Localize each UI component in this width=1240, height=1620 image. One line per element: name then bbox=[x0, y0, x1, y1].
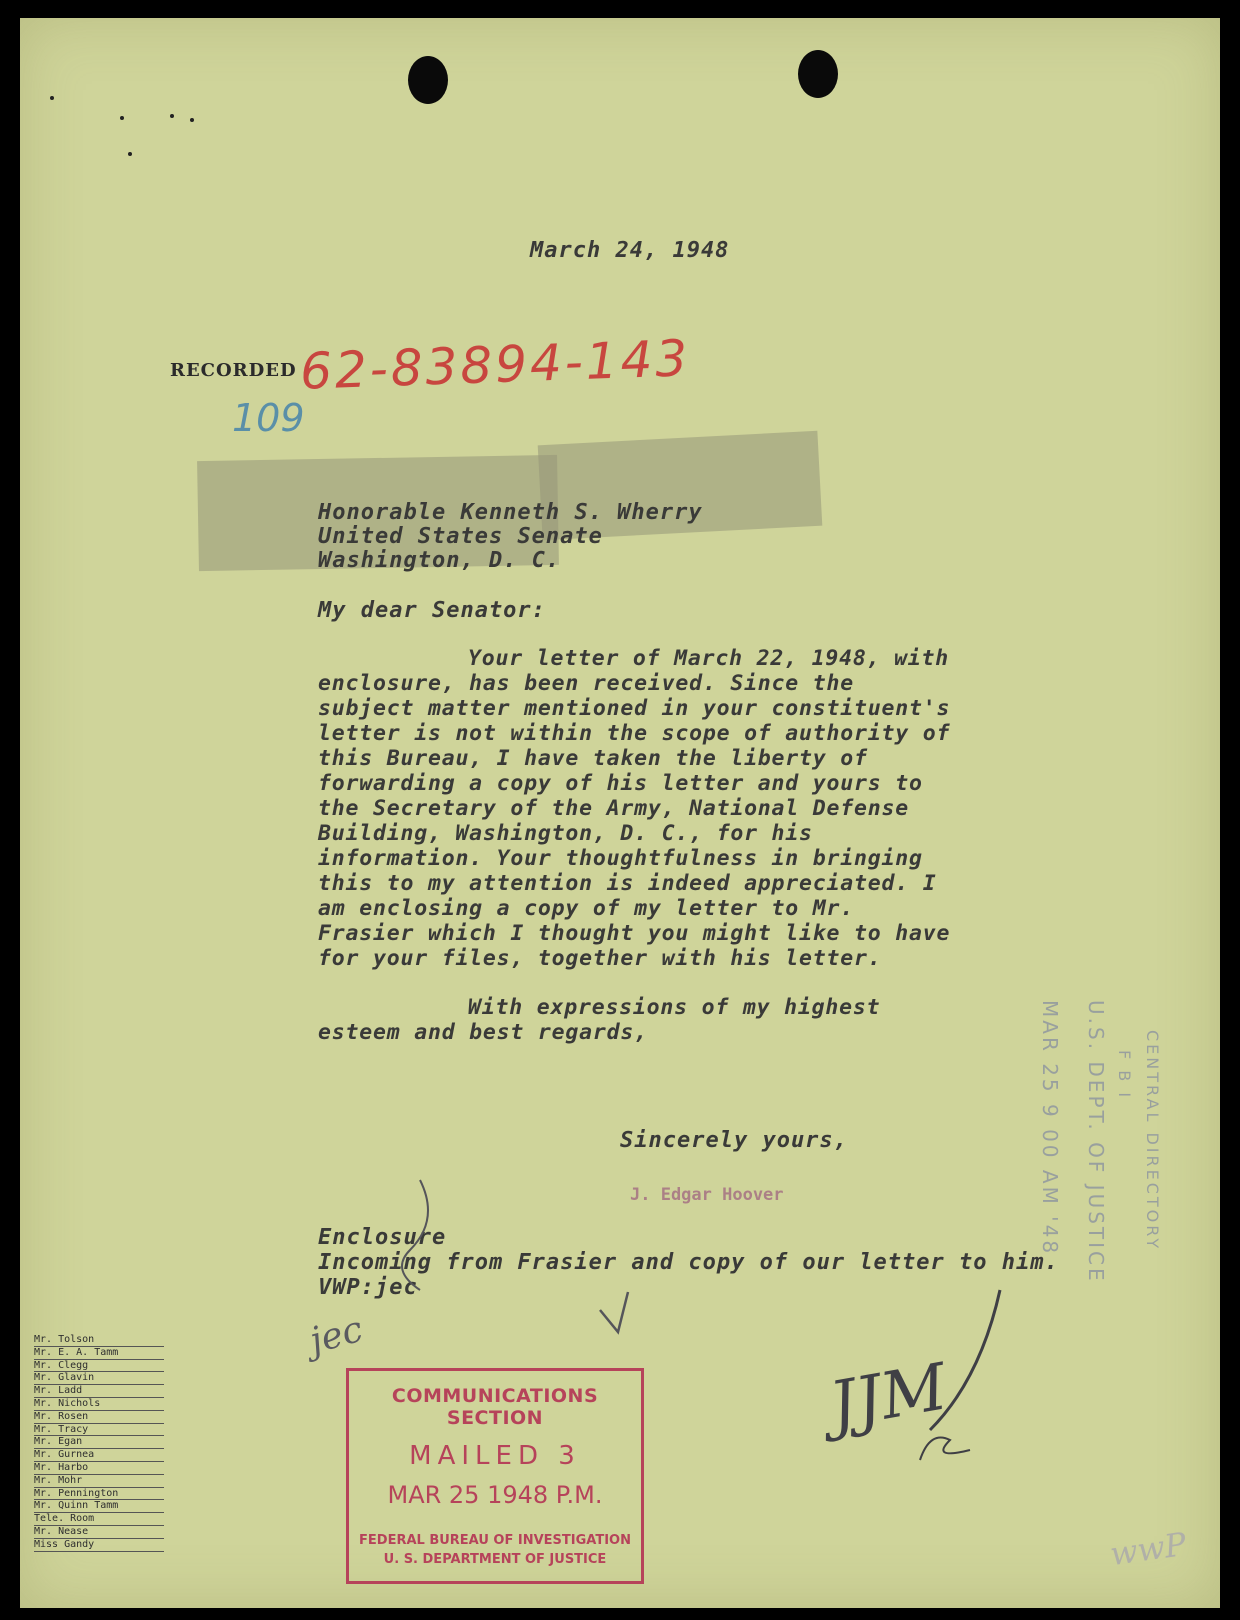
routing-entry: Mr. Clegg bbox=[34, 1360, 164, 1373]
letter-date: March 24, 1948 bbox=[530, 238, 730, 263]
routing-entry: Mr. E. A. Tamm bbox=[34, 1347, 164, 1360]
stamp-line-1: COMMUNICATIONS SECTION bbox=[391, 1385, 599, 1429]
routing-entry: Mr. Gurnea bbox=[34, 1449, 164, 1462]
stamp-line-2: MAILED 3 bbox=[409, 1441, 581, 1471]
file-number: 62-83894-143 bbox=[299, 329, 692, 401]
routing-entry: Mr. Pennington bbox=[34, 1488, 164, 1501]
pen-stroke bbox=[920, 1438, 970, 1461]
recorded-stamp: RECORDED bbox=[170, 360, 297, 381]
handwritten-mark-3: wwP bbox=[1107, 1524, 1189, 1574]
routing-entry: Mr. Nichols bbox=[34, 1398, 164, 1411]
routing-entry: Miss Gandy bbox=[34, 1539, 164, 1552]
received-stamp-line-4: CENTRAL DIRECTORY bbox=[1143, 1030, 1162, 1252]
enclosure-note: Incoming from Frasier and copy of our letter to him. bbox=[318, 1250, 1059, 1275]
handwritten-mark-2: JJM bbox=[824, 1350, 953, 1444]
typist-initials: VWP:jec bbox=[318, 1275, 418, 1300]
signature: J. Edgar Hoover bbox=[630, 1185, 784, 1205]
routing-entry: Mr. Quinn Tamm bbox=[34, 1500, 164, 1513]
address-line-3: Washington, D. C. bbox=[318, 548, 561, 573]
received-stamp-line-3: F B I bbox=[1115, 1050, 1134, 1101]
salutation: My dear Senator: bbox=[318, 598, 546, 623]
enclosure-label: Enclosure bbox=[318, 1225, 447, 1250]
check-mark bbox=[600, 1292, 628, 1332]
received-stamp-line-2: U.S. DEPT. OF JUSTICE bbox=[1084, 1000, 1108, 1284]
closing: Sincerely yours, bbox=[620, 1128, 848, 1153]
address-line-2: United States Senate bbox=[318, 524, 603, 549]
paragraph-1: Your letter of March 22, 1948, with enclosure, has been received. Since the subject matter mentioned in your constituent's letter is not within the scope of authority of this Bureau, I have taken the liberty of forwarding a copy of his letter and yours to the Secretary of the Army, National Defense Building, Washington, D. C., for his information. Your thoughtfulness in bringing this to my attention is indeed appreciated. I am enclosing a copy of my letter to Mr. Frasier which I thought you might like to have for your files, together with his letter. bbox=[318, 646, 951, 971]
handwritten-mark-1: jec bbox=[305, 1308, 368, 1363]
routing-entry: Mr. Harbo bbox=[34, 1462, 164, 1475]
routing-entry: Tele. Room bbox=[34, 1513, 164, 1526]
received-stamp-line-1: MAR 25 9 00 AM '48 bbox=[1038, 1000, 1062, 1257]
serial-note: 109 bbox=[232, 396, 305, 440]
routing-entry: Mr. Glavin bbox=[34, 1372, 164, 1385]
address-line-1: Honorable Kenneth S. Wherry bbox=[318, 500, 703, 525]
routing-entry: Mr. Rosen bbox=[34, 1411, 164, 1424]
routing-entry: Mr. Tracy bbox=[34, 1424, 164, 1437]
routing-entry: Mr. Mohr bbox=[34, 1475, 164, 1488]
stamp-line-4: FEDERAL BUREAU OF INVESTIGATION bbox=[359, 1533, 631, 1548]
routing-entry: Mr. Egan bbox=[34, 1436, 164, 1449]
routing-entry: Mr. Ladd bbox=[34, 1385, 164, 1398]
pen-stroke bbox=[930, 1290, 1000, 1430]
routing-entry: Mr. Tolson bbox=[34, 1334, 164, 1347]
pen-stroke bbox=[402, 1180, 428, 1290]
stamp-line-5: U. S. DEPARTMENT OF JUSTICE bbox=[383, 1552, 607, 1567]
stamp-line-3: MAR 25 1948 P.M. bbox=[387, 1481, 603, 1509]
routing-entry: Mr. Nease bbox=[34, 1526, 164, 1539]
paragraph-2: With expressions of my highest esteem and best regards, bbox=[318, 995, 881, 1045]
